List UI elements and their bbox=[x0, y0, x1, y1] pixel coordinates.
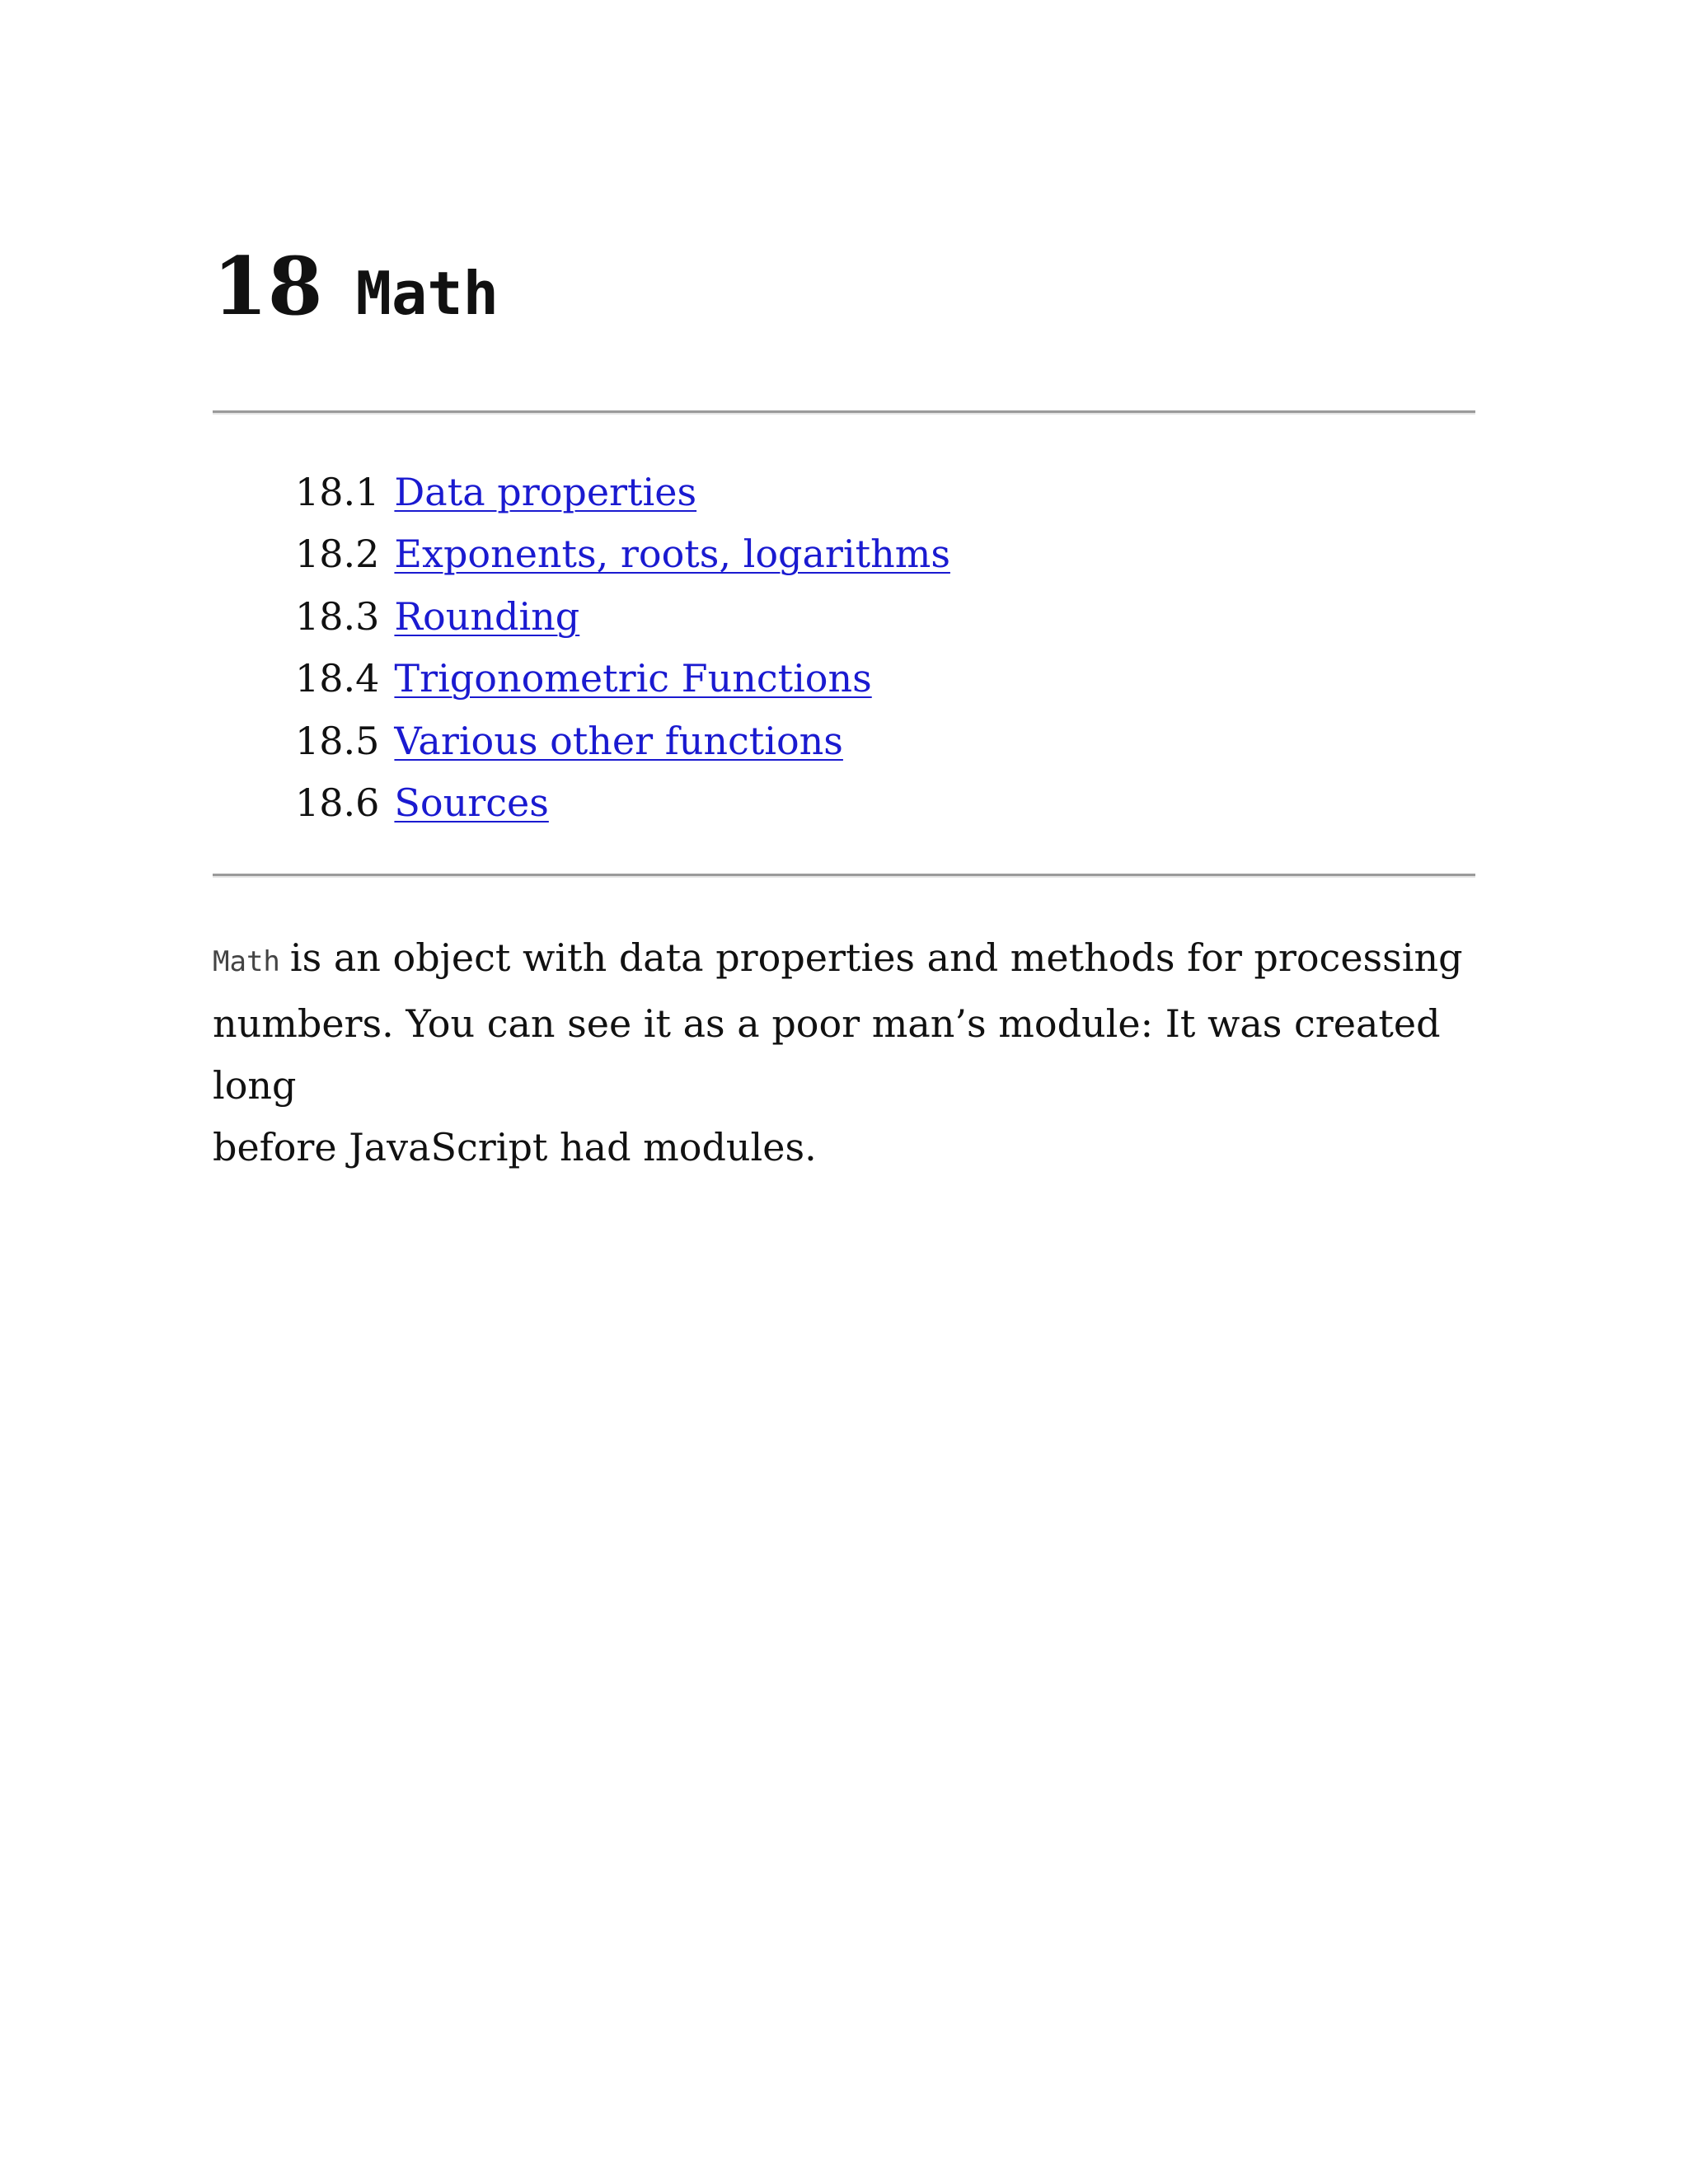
toc-item bbox=[295, 772, 950, 834]
table-of-contents bbox=[295, 462, 950, 834]
toc-item bbox=[295, 648, 950, 710]
inline-code-math: Math bbox=[213, 945, 280, 978]
intro-line-3: before JavaScript had modules. bbox=[213, 1125, 817, 1169]
chapter-heading bbox=[213, 240, 499, 333]
toc-item bbox=[295, 586, 950, 648]
chapter-title: Math bbox=[355, 259, 499, 328]
toc-item-number: 18.1 bbox=[295, 470, 380, 514]
toc-item-number: 18.3 bbox=[295, 593, 380, 639]
toc-link-data-properties[interactable]: Data properties bbox=[394, 470, 697, 514]
toc-item-number: 18.6 bbox=[295, 780, 380, 825]
toc-link-trigonometric-functions[interactable]: Trigonometric Functions bbox=[394, 656, 872, 701]
toc-item bbox=[295, 710, 950, 772]
intro-paragraph bbox=[213, 927, 1475, 1179]
toc-link-exponents-roots-logarithms[interactable]: Exponents, roots, logarithms bbox=[394, 532, 950, 577]
intro-line-2: numbers. You can see it as a poor man’s module: It was created long bbox=[213, 1001, 1441, 1108]
chapter-number: 18 bbox=[213, 240, 323, 333]
toc-link-various-other-functions[interactable]: Various other functions bbox=[394, 718, 843, 763]
bottom-divider bbox=[213, 874, 1475, 878]
toc-item bbox=[295, 523, 950, 585]
intro-line-1: is an object with data properties and methods for processing bbox=[289, 935, 1463, 980]
toc-link-rounding[interactable]: Rounding bbox=[394, 593, 580, 639]
top-divider bbox=[213, 410, 1475, 415]
toc-item-number: 18.5 bbox=[295, 718, 380, 763]
toc-item-number: 18.4 bbox=[295, 656, 380, 701]
toc-item-number: 18.2 bbox=[295, 532, 380, 577]
toc-item bbox=[295, 462, 950, 523]
toc-link-sources[interactable]: Sources bbox=[394, 780, 549, 825]
